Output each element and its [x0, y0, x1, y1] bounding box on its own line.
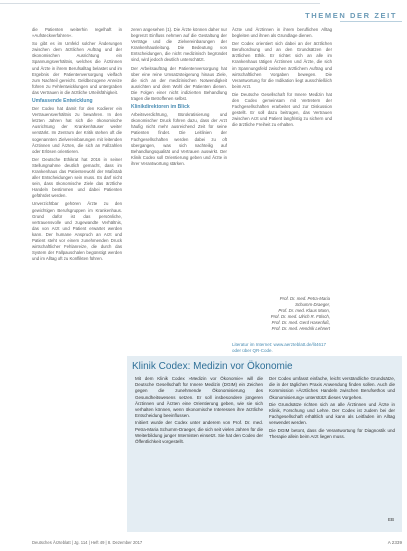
author-line: Prof. Dr. med. Klaus Mann,: [278, 308, 330, 313]
paragraph: Der Codex orientiert sich dabei an der ärztlichen Berufsordnung und an den Grundsätzen der ärztlichen Ethik. Er richtet sich an alle im Krankenhaus tätigen Ärztinnen und Ärzte, die sich im Spannungsfeld zwischen ärztlichem Auftrag und wirtschaftlichen Vorgaben bewegen. Die Verantwortung für die Indikation liegt ausschließlich beim Arzt.: [232, 41, 332, 89]
subheading: Klinikdirektoren im Blick: [131, 104, 190, 111]
paragraph: Der Deutsche Ethikrat hat 2016 in seiner Stellungnahme deutlich gemacht, dass im Krankenhaus das Patientenwohl der Maßstab aller Entscheidungen sein muss. Es darf nicht sein, dass ökonomische Ziele das ärztliche Handeln bestimmen und dabei Patienten gefährdet werden.: [32, 156, 122, 199]
author-line: Prof. Dr. med. Petra-Maria Schumm-Draeger,: [279, 296, 330, 307]
author-line: Prof. Dr. med. Gerd Hasenfuß,: [271, 320, 330, 325]
paragraph: Unverzichtbar gehören Ärzte zu den gewichtigen Berufsgruppen im Krankenhaus. Grund dafür ist das persönliche, vertrauensvolle und zugewandte Verhältnis, das von Arzt und Patient erwartet werden kann. Der humane Anspruch an Arzt und Patient steht vor einem zunehmenden Druck wirtschaftlicher Fehlanreize, die durch das System der Fallpauschalen begünstigt werden und im Alltag oft zu Konflikten führen.: [32, 201, 122, 262]
article-column-3: [232, 27, 332, 293]
top-bar: [0, 0, 407, 9]
info-box: [127, 356, 402, 532]
paragraph: zeren angesehen (1). Die Ärzte können daher nur begrenzt Einfluss nehmen auf die Gestaltung der Verträge und die Zielvereinbarungen der Krankenhausleitung. Die Bedeutung von Entscheidungen, die nicht medizinisch begründet sind, wird jedoch deutlich unterschätzt.: [131, 27, 227, 63]
top-rule: [0, 3, 320, 4]
article-column-2: [131, 27, 227, 333]
info-box-initials: EB: [387, 517, 394, 522]
info-box-column-1: [135, 376, 263, 528]
paragraph: Der Codex umfasst einfache, leicht verständliche Grundsätze, die in der täglichen Praxis Anwendung finden sollen. Auch die Kommission »Ärztliches Handeln zwischen Berufsethos und Ökonomisierung« unterstützt dieses Vorgehen.: [269, 376, 395, 400]
paragraph: Die Grundsätze richten sich an alle Ärztinnen und Ärzte in Klinik, Forschung und Lehre. Der Codex ist zudem bei der Fachgesellschaft erhältlich und kann als Leitfaden im Alltag verwendet werden.: [269, 401, 395, 426]
info-box-column-2: [269, 376, 395, 528]
info-box-title: Klinik Codex: Medizin vor Ökonomie: [132, 361, 293, 372]
literature-link[interactable]: Literatur im Internet: www.aerzteblatt.de/lit4617 oder über QR-Code.: [232, 342, 327, 353]
page-number: A 2339: [387, 540, 402, 545]
author-line: Prof. Dr. med. Ulrich R. Fölsch,: [270, 314, 330, 319]
paragraph: Initiiert wurde der Codex unter anderem von Prof. Dr. med. Petra-Maria Schumm-Draeger, die sich seit vielen Jahren für die Weiterbildung junger Internisten einsetzt. Sie hat den Codex der Öffentlichkeit vorgestellt.: [135, 420, 263, 445]
paragraph: Der Codex hat damit für den Kodierer ein Vertrauensverhältnis zu bewahren. In den letzten Jahren hat sich die ökonomische Ausrichtung der Krankenhäuser weiter verstärkt. Im Zentrum der Kritik stehen oft die sogenannten Zielvereinbarungen mit leitenden Ärztinnen und Ärzten, die sich an Fallzahlen oder Erlösen orientieren.: [32, 106, 122, 154]
author-signature: [262, 296, 330, 332]
article-column-1: [32, 27, 122, 488]
section-rule: [340, 21, 402, 22]
author-line: Prof. Dr. med. Hendrik Lehnert: [271, 326, 330, 331]
page-footer: [32, 540, 402, 548]
paragraph: Ärzte und Ärztinnen in ihrem beruflichen Alltag begleiten und ihnen als Grundlage dienen.: [232, 27, 332, 39]
section-header: THEMEN DER ZEIT: [305, 11, 397, 20]
paragraph: Die Deutsche Gesellschaft für Innere Medizin hat den Codex gemeinsam mit Vertretern der Fachgesellschaften erarbeitet und zur Diskussion gestellt. Er soll dazu beitragen, das Vertrauen zwischen Arzt und Patient langfristig zu sichern und die ärztliche Freiheit zu erhalten.: [232, 91, 332, 128]
paragraph: Mit dem Klinik Codex »Medizin vor Ökonomie« will die Deutsche Gesellschaft für Innere Medizin (DGIM) ein Zeichen gegen die zunehmende Ökonomisierung des Gesundheitswesens setzen. Er soll insbesondere jüngeren Ärztinnen und Ärzten eine Orientierung geben, wie sie sich verhalten können, wenn ökonomische Interessen ihre ärztliche Entscheidung beeinflussen.: [135, 376, 263, 419]
subheading: Umfassende Entwicklung: [32, 98, 93, 105]
paragraph: Der Arbeitsauftrag der Patientenversorgung hat über eine reine Umsatzsteigerung hinaus Ziele, die sich an der medizinischen Notwendigkeit ausrichten und dem Wohl der Patienten dienen. Die Folgen einer nicht indizierten Behandlung tragen die Betroffenen selbst.: [131, 65, 227, 102]
paragraph: Arbeitsverdichtung, Bürokratisierung und ökonomischer Druck führen dazu, dass der Arzt häufig nicht mehr ausreichend Zeit für seine Patienten findet. Die Leitlinien der Fachgesellschaften werden dabei zu oft übergangen, was sich nachteilig auf Behandlungsqualität und Vertrauen auswirkt. Der Klinik Codex soll Orientierung geben und Ärzte in ihrer Verantwortung stärken.: [131, 112, 227, 166]
journal-citation: Deutsches Ärzteblatt | Jg. 114 | Heft 49 | 8. Dezember 2017: [32, 540, 143, 545]
paragraph: So gibt es im Umfeld solcher Änderungen zwischen dem ärztlichen Auftrag und der ökonomischen Ausrichtung ein Spannungsverhältnis, welches die Ärztinnen und Ärzte in ihrem Berufsalltag belastet und im Ergebnis der Patientenversorgung vielfach zum Nachteil gereicht. Geldbezogene Anreize führen zu Fehlentwicklungen und untergraben das Vertrauen in die ärztliche Urteilsfähigkeit.: [32, 41, 122, 95]
paragraph: Die DGIM betont, dass die Verantwortung für Diagnostik und Therapie allein beim Arzt liegen muss.: [269, 427, 395, 439]
paragraph: die Patienten weiterhin regelhaft in »Aufsteckverfahren«.: [32, 27, 122, 39]
